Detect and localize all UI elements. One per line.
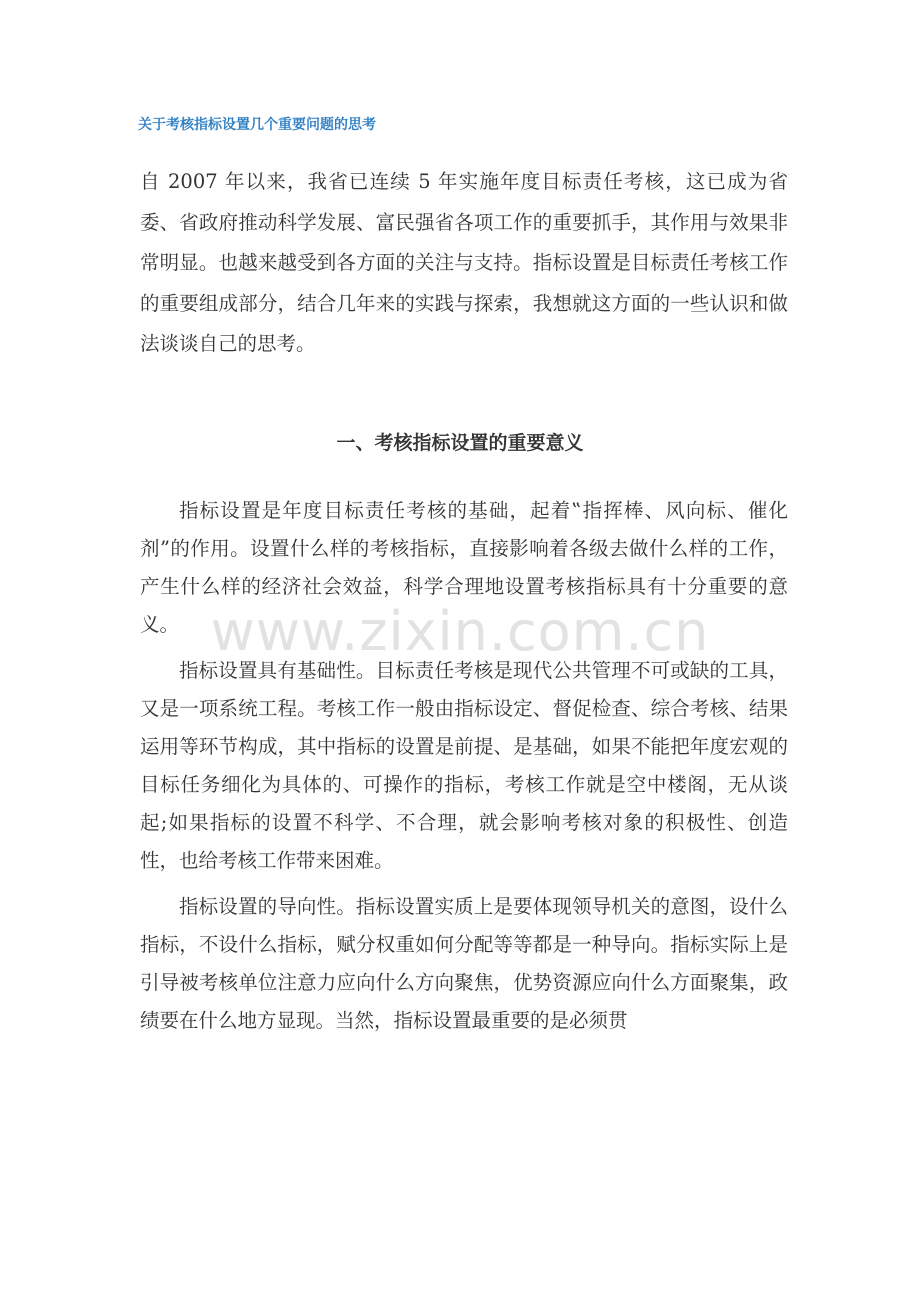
intro-paragraph: 自 2007 年以来，我省已连续 5 年实施年度目标责任考核，这已成为省委、省政府推动科学发展、富民强省各项工作的重要抓手，其作用与效果非常明显。也越来越受到各方面的关注与支持。指标设置是目标责任考核工作的重要组成部分，结合几年来的实践与探索，我想就这方面的一些认识和做法谈谈自己的思考。 <box>140 170 788 355</box>
paragraph-significance: 指标设置是年度目标责任考核的基础，起着‟指挥棒、风向标、催化剂”的作用。设置什么样的考核指标，直接影响着各级去做什么样的工作，产生什么样的经济社会效益，科学合理地设置考核指标具有十分重要的意义。 <box>140 499 788 636</box>
watermark: www.zixin.com.cn <box>210 600 710 663</box>
body-text <box>140 492 788 1048</box>
paragraph-foundational: 指标设置具有基础性。目标责任考核是现代公共管理不可或缺的工具，又是一项系统工程。考核工作一般由指标设定、督促检查、综合考核、结果运用等环节构成，其中指标的设置是前提、是基础，如果不能把年度宏观的目标任务细化为具体的、可操作的指标，考核工作就是空中楼阁，无从谈起;如果指标的设置不科学、不合理，就会影响考核对象的积极性、创造性，也给考核工作带来困难。 <box>140 659 788 872</box>
section-heading: 一、考核指标设置的重要意义 <box>336 432 584 454</box>
paragraph-guiding: 指标设置的导向性。指标设置实质上是要体现领导机关的意图，设什么指标，不设什么指标，赋分权重如何分配等等都是一种导向。指标实际上是引导被考核单位注意力应向什么方向聚焦，优势资源应向什么方面聚集，政绩要在什么地方显现。当然，指标设置最重要的是必须贯 <box>140 895 788 1032</box>
document-title: 关于考核指标设置几个重要问题的思考 <box>138 117 376 133</box>
